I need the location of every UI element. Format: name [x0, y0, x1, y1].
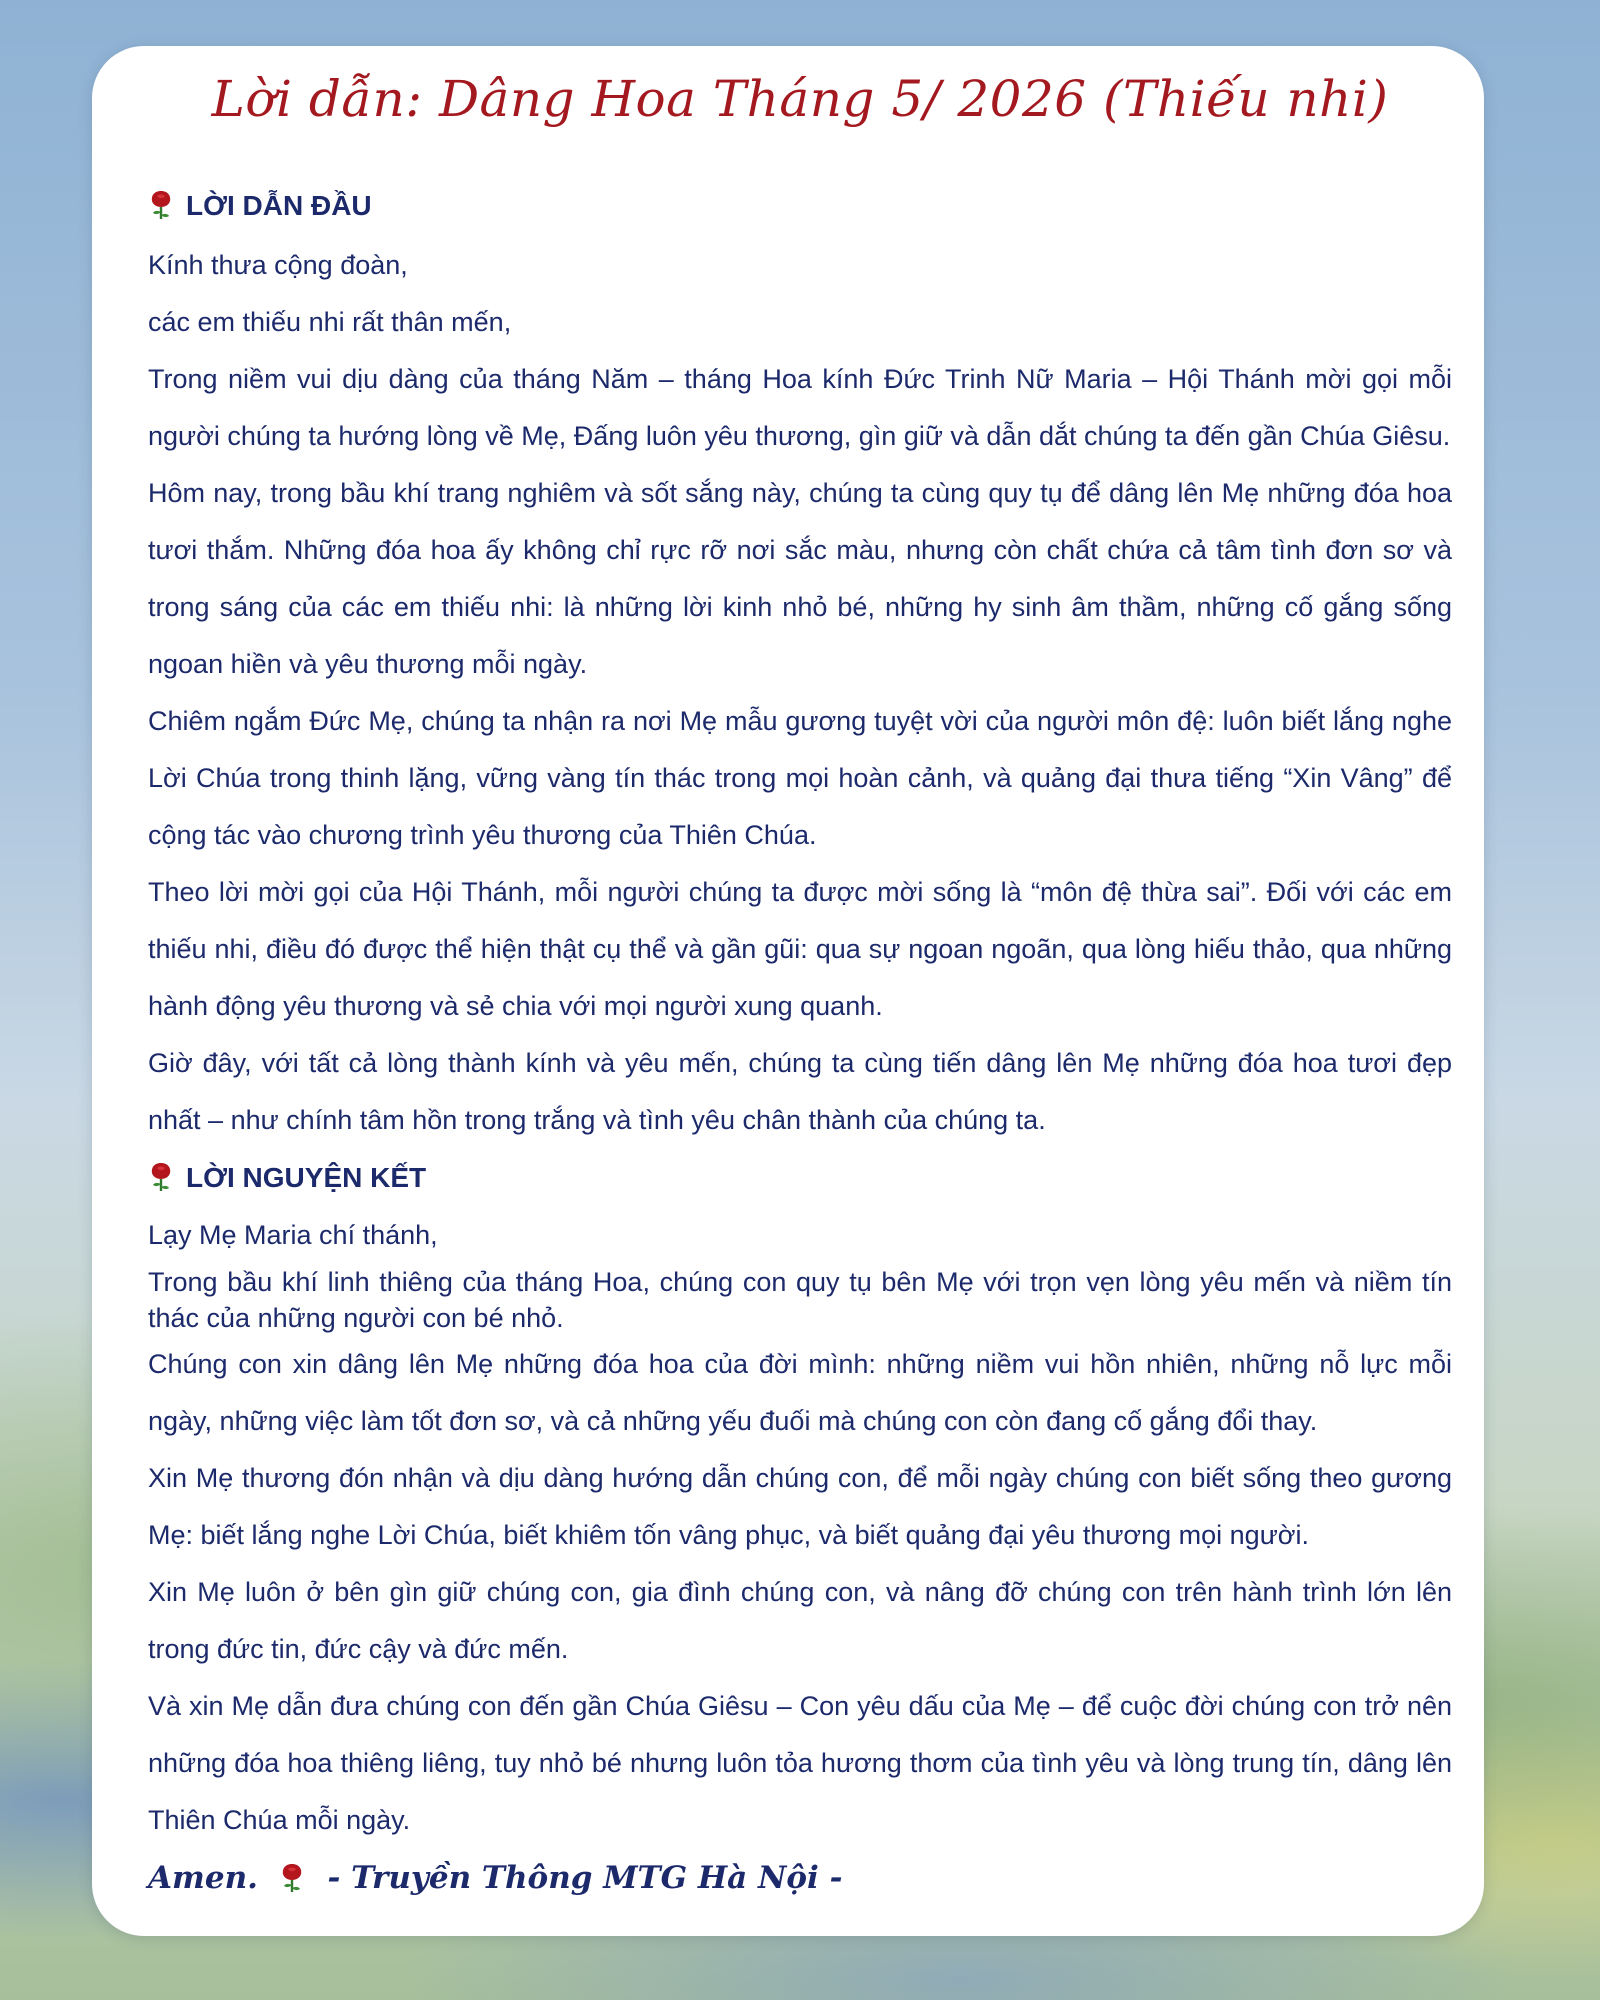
prayer-paragraph: Xin Mẹ luôn ở bên gìn giữ chúng con, gia đình chúng con, và nâng đỡ chúng con trên hành trình lớn lên trong đức tin, đức cậy và đức mến. — [148, 1577, 1452, 1664]
intro-paragraph: Hôm nay, trong bầu khí trang nghiêm và sốt sắng này, chúng ta cùng quy tụ để dâng lên Mẹ những đóa hoa tươi thắm. Những đóa hoa ấy không chỉ rực rỡ nơi sắc màu, nhưng còn chất chứa cả tâm tình đơn sơ và trong sáng của các em thiếu nhi: là những lời kinh nhỏ bé, những hy sinh âm thầm, những cố gắng sống ngoan hiền và yêu thương mỗi ngày. — [148, 478, 1452, 679]
intro-paragraph: Chiêm ngắm Đức Mẹ, chúng ta nhận ra nơi Mẹ mẫu gương tuyệt vời của người môn đệ: luôn biết lắng nghe Lời Chúa trong thinh lặng, vững vàng tín thác trong mọi hoàn cảnh, và quảng đại thưa tiếng “Xin Vâng” để cộng tác vào chương trình yêu thương của Thiên Chúa. — [148, 706, 1452, 850]
section-heading-label: LỜI DẪN ĐẦU — [186, 190, 372, 221]
closing-line — [148, 1858, 842, 1898]
section-heading-label: LỜI NGUYỆN KẾT — [186, 1162, 427, 1193]
prayer-paragraph: Xin Mẹ thương đón nhận và dịu dàng hướng dẫn chúng con, để mỗi ngày chúng con biết sống theo gương Mẹ: biết lắng nghe Lời Chúa, biết khiêm tốn vâng phục, và biết quảng đại yêu thương mọi người. — [148, 1463, 1452, 1550]
amen-text: Amen. — [148, 1860, 258, 1896]
prayer-first-block — [148, 1264, 1452, 1336]
intro-paragraph: Giờ đây, với tất cả lòng thành kính và yêu mến, chúng ta cùng tiến dâng lên Mẹ những đóa hoa tươi đẹp nhất – như chính tâm hồn trong trắng và tình yêu chân thành của chúng ta. — [148, 1048, 1452, 1135]
rose-icon — [148, 1160, 174, 1192]
intro-body — [148, 237, 1452, 1149]
page-title: Lời dẫn: Dâng Hoa Tháng 5/ 2026 (Thiếu nhi) — [211, 70, 1389, 128]
prayer-paragraph: Và xin Mẹ dẫn đưa chúng con đến gần Chúa Giêsu – Con yêu dấu của Mẹ – để cuộc đời chúng con trở nên những đóa hoa thiêng liêng, tuy nhỏ bé nhưng luôn tỏa hương thơm của tình yêu và lòng trung tín, dâng lên Thiên Chúa mỗi ngày. — [148, 1691, 1452, 1835]
intro-paragraph: Theo lời mời gọi của Hội Thánh, mỗi người chúng ta được mời sống là “môn đệ thừa sai”. Đối với các em thiếu nhi, điều đó được thể hiện thật cụ thể và gần gũi: qua sự ngoan ngoãn, qua lòng hiếu thảo, qua những hành động yêu thương và sẻ chia với mọi người xung quanh. — [148, 877, 1452, 1021]
rose-icon — [279, 1861, 305, 1893]
signature-text: - Truyền Thông MTG Hà Nội - — [327, 1860, 843, 1896]
prayer-greeting-block — [148, 1207, 1452, 1264]
intro-paragraph: Trong niềm vui dịu dàng của tháng Năm – tháng Hoa kính Đức Trinh Nữ Maria – Hội Thánh mời gọi mỗi người chúng ta hướng lòng về Mẹ, Đấng luôn yêu thương, gìn giữ và dẫn dắt chúng ta đến gần Chúa Giêsu. — [148, 364, 1452, 451]
greeting-line: Lạy Mẹ Maria chí thánh, — [148, 1220, 438, 1250]
section-heading-prayer — [148, 1160, 426, 1196]
prayer-paragraph: Chúng con xin dâng lên Mẹ những đóa hoa của đời mình: những niềm vui hồn nhiên, những nỗ lực mỗi ngày, những việc làm tốt đơn sơ, và cả những yếu đuối mà chúng con còn đang cố gắng đổi thay. — [148, 1349, 1452, 1436]
greeting-line: các em thiếu nhi rất thân mến, — [148, 307, 512, 337]
prayer-paragraph: Trong bầu khí linh thiêng của tháng Hoa, chúng con quy tụ bên Mẹ với trọn vẹn lòng yêu mến và niềm tín thác của những người con bé nhỏ. — [148, 1267, 1452, 1333]
section-heading-intro — [148, 188, 372, 224]
greeting-line: Kính thưa cộng đoàn, — [148, 250, 408, 280]
rose-icon — [148, 188, 174, 220]
prayer-body — [148, 1336, 1452, 1849]
